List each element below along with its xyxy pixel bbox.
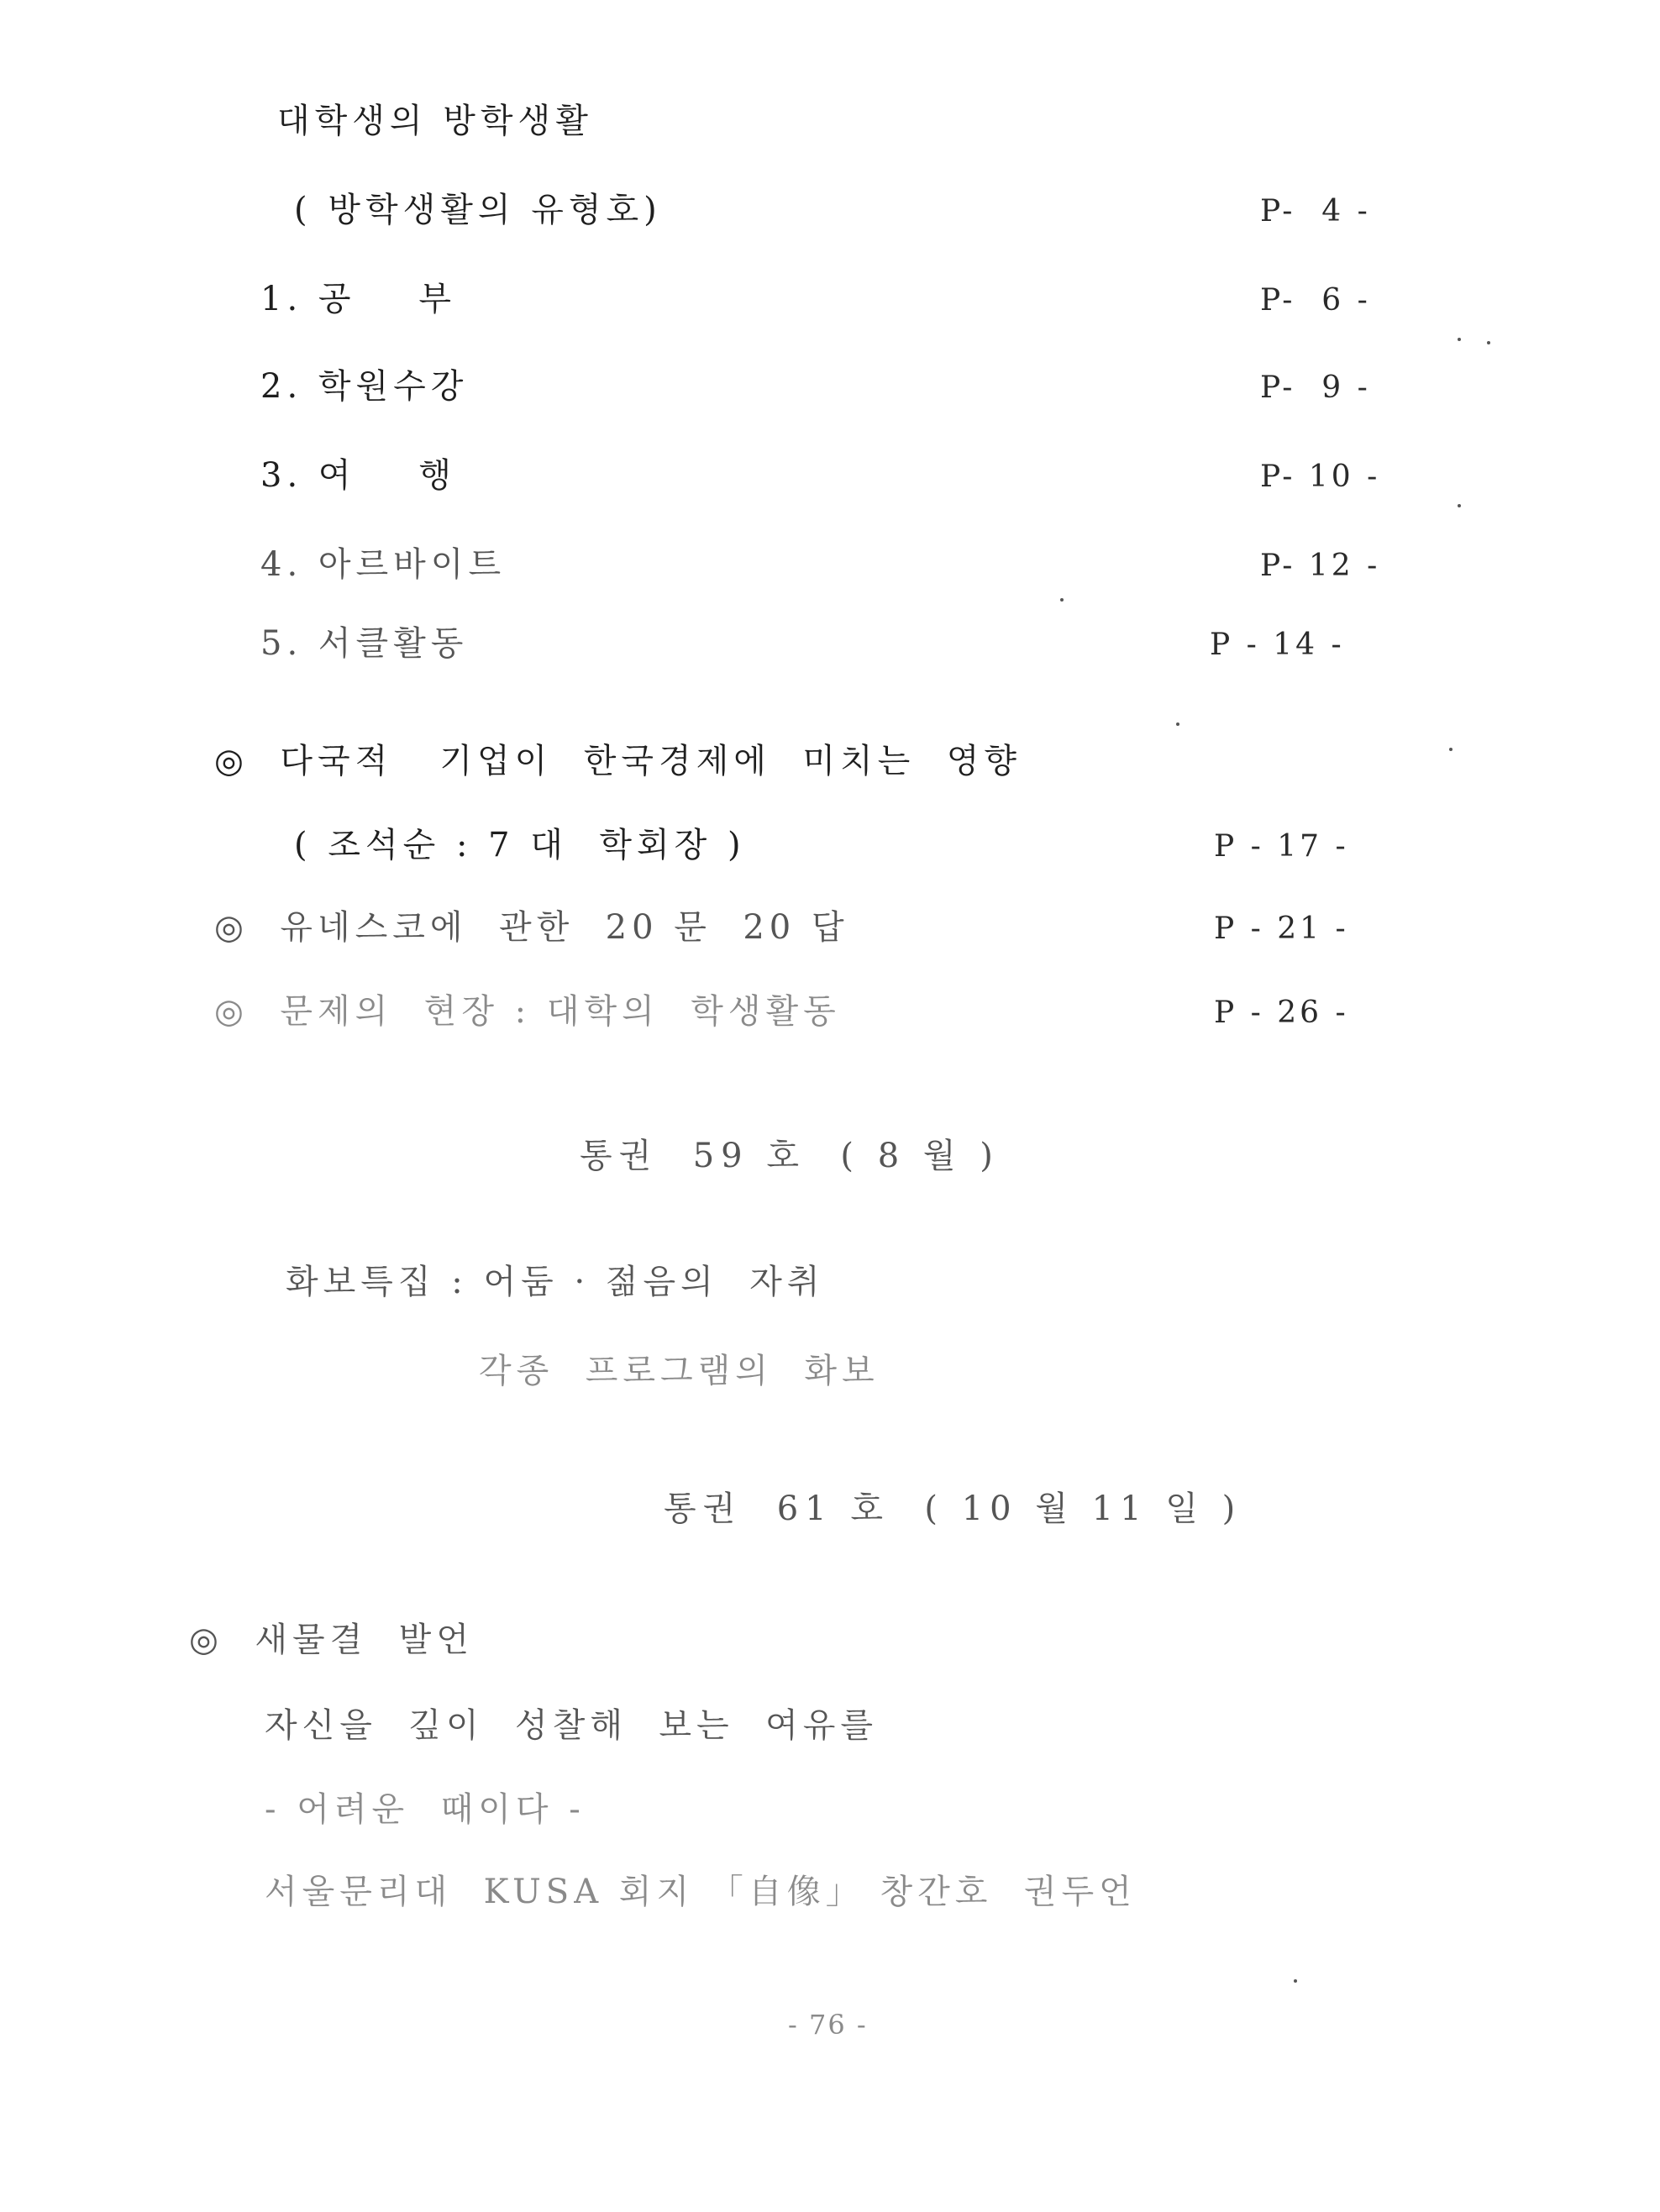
scan-speck xyxy=(1449,748,1452,751)
toc-item-5-page: P - 14 - xyxy=(1210,628,1345,662)
section-title: 대학생의 방학생활 xyxy=(277,102,593,140)
scan-speck xyxy=(1458,504,1461,507)
column-label: ◎ 새물결 발언 xyxy=(189,1621,474,1659)
column-author: 서울문리대 KUSA 회지 「自像」 창간호 권두언 xyxy=(265,1873,1137,1911)
toc-item-3-page: P- 10 - xyxy=(1260,460,1381,494)
subtitle-page-ref: P- 4 - xyxy=(1260,194,1371,229)
photo-sub: 각종 프로그램의 화보 xyxy=(479,1352,880,1390)
article-2-page: P - 21 - xyxy=(1214,912,1349,946)
toc-item-4-page: P- 12 - xyxy=(1260,549,1381,583)
scan-speck xyxy=(1458,338,1461,341)
issue-59-heading: 통권 59 호 ( 8 월 ) xyxy=(580,1137,1000,1175)
toc-item-3: 3. 여 행 xyxy=(260,456,457,495)
article-3-page: P - 26 - xyxy=(1214,996,1349,1030)
toc-item-1: 1. 공 부 xyxy=(260,280,457,318)
issue-61-heading: 통권 61 호 ( 10 월 11 일 ) xyxy=(664,1490,1242,1528)
page-number: - 76 - xyxy=(788,2009,868,2041)
column-subtitle: - 어려운 때이다 - xyxy=(265,1790,586,1829)
article-1-author: ( 조석순 : 7 대 학회장 ) xyxy=(294,826,746,864)
article-1-title: ◎ 다국적 기업이 한국경제에 미치는 영향 xyxy=(214,742,1022,780)
article-1-page: P - 17 - xyxy=(1214,829,1349,864)
column-title: 자신을 깊이 성찰해 보는 여유를 xyxy=(265,1706,879,1745)
photo-special: 화보특집 : 어둠 · 젊음의 자취 xyxy=(286,1263,825,1301)
scan-speck xyxy=(1060,598,1064,602)
scan-speck xyxy=(1294,1979,1297,1983)
scan-speck xyxy=(1176,722,1179,726)
toc-item-4: 4. 아르바이트 xyxy=(260,545,507,584)
article-2-title: ◎ 유네스코에 관한 20 문 20 답 xyxy=(214,908,849,947)
toc-item-5: 5. 서클활동 xyxy=(260,624,469,663)
subtitle: ( 방학생활의 유형호) xyxy=(294,191,662,229)
toc-item-2: 2. 학원수강 xyxy=(260,367,469,406)
toc-item-2-page: P- 9 - xyxy=(1260,370,1371,405)
toc-item-1-page: P- 6 - xyxy=(1260,283,1371,318)
article-3-title: ◎ 문제의 현장 : 대학의 학생활동 xyxy=(214,992,841,1031)
scan-speck xyxy=(1487,341,1490,344)
